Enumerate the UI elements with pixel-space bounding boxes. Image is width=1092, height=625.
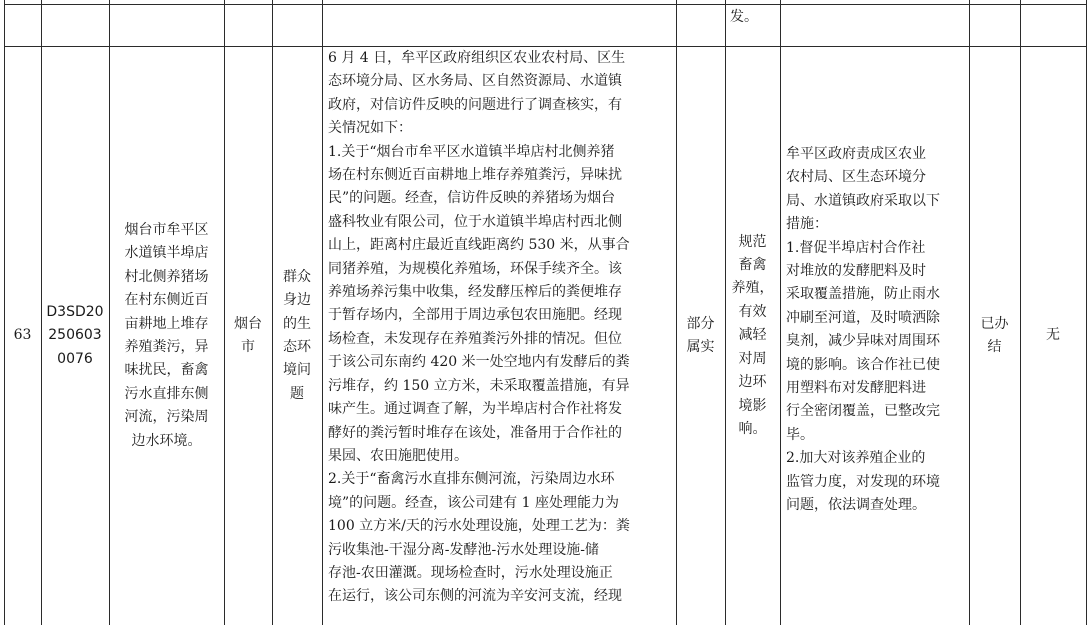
verdict-cell xyxy=(676,47,725,625)
problem-type: 群众 身边 的生 态环 境问 题 xyxy=(283,268,311,402)
region: 烟台 市 xyxy=(234,315,262,355)
measures-text: 牟平区政府责成区农业 农村局、区生态环境分 局、水道镇政府采取以下 措施： 1.督促半埠店村合作社 对堆放的发酵肥料及时 采取覆盖措施，防止雨水 冲刷至河道，及时喷洒除 臭剂，减少异味对周围环 境的影响。该合作社已使 用塑料布对发酵肥料进 行全密闭覆盖，已整改完 毕。 2.加大对该养殖企业的 监管力度，对发现的环境 问题，依法调查处理。 xyxy=(786,146,940,514)
rectification-goal: 规范 畜禽 养殖， 有效 减轻 对周 边环 境影 响。 xyxy=(731,233,774,437)
goal-cell xyxy=(725,47,780,625)
handling-status: 已办 结 xyxy=(980,315,1009,355)
row-number-cell xyxy=(4,47,41,625)
accountability: 无 xyxy=(1046,327,1060,344)
row-number: 63 xyxy=(13,327,32,344)
complaint-code-cell xyxy=(41,47,109,625)
region-cell xyxy=(224,47,272,625)
col-line xyxy=(780,0,781,625)
problem-type-cell xyxy=(272,47,322,625)
accountability-cell xyxy=(1020,47,1086,625)
status-cell xyxy=(969,47,1020,625)
problem-description: 烟台市牟平区 水道镇半埠店 村北侧养猪场 在村东侧近百 亩耕地上堆存 养殖粪污，异 味扰民，畜禽 污水直排东侧 河流，污染周 边水环境。 xyxy=(124,221,209,449)
problem-cell xyxy=(109,47,224,625)
complaint-code: D3SD20 250603 0076 xyxy=(46,303,104,367)
previous-row-result-tail: 发。 xyxy=(730,9,758,25)
table-border-top xyxy=(4,4,1086,5)
col-line xyxy=(1086,0,1087,625)
verdict: 部分 属实 xyxy=(686,315,715,355)
col-line xyxy=(322,0,323,625)
investigation-text: 6 月 4 日，牟平区政府组织区农业农村局、区生 态环境分局、区水务局、区自然资源局、水道镇 政府，对信访件反映的问题进行了调查核实，有 关情况如下： 1.关于“烟台市牟平区水道镇半埠店村北侧养猪 场在村东侧近百亩耕地上堆存养殖粪污，异味扰 民”的问题。经查，信访件反映的养猪场为烟台 盛科牧业有限公司，位于水道镇半埠店村西北侧 山上，距离村庄最近直线距离约 530 米，从事合 同猪养殖，为规模化养殖场，环保手续齐全。该 养殖场养污集中收集，经发酵压榨后的粪便堆存 于暂存场内，全部用于周边承包农田施肥。经现 场检查，未发现存在养殖粪污外排的情况。但位 于该公司东南约 420 米一处空地内有发酵后的粪 污堆存，约 150 立方米，未采取覆盖措施，有异 味产生。通过调查了解，为半埠店村合作社将发 酵好的粪污暂时堆存在该处，准备用于合作社的 果园、农田施肥使用。 2.关于“畜禽污水直排东侧河流，污染周边水环 境”的问题。经查，该公司建有 1 座处理能力为 100 立方米/天的污水处理设施，处理工艺为：粪 污收集池-干湿分离-发酵池-污水处理设施-储 存池-农田灌溉。现场检查时，污水处理设施正 在运行，该公司东侧的河流为辛安河支流，经现 xyxy=(328,50,630,605)
